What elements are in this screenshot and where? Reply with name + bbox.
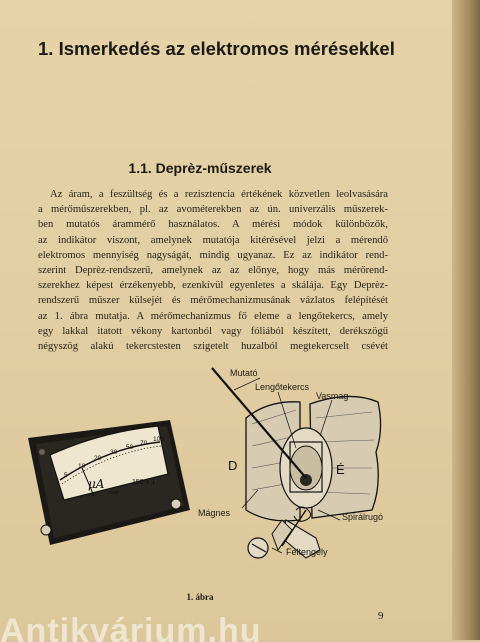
label-lengotekercs: Lengőtekercs [255, 382, 310, 392]
text-line: a mérőműszerekben, pl. az avométerekben az ún. univerzális műszerek- [38, 204, 388, 216]
meter-illustration [20, 360, 460, 575]
text-line: ben mutatós árammérő használatos. A mérési módok különbözők, [38, 219, 388, 231]
scale-number: 5 [64, 472, 68, 479]
watermark: Antikvárium.hu [0, 612, 262, 642]
scale-number: 20 [94, 455, 102, 462]
dial-code: 150 ± 1 [132, 479, 156, 486]
magnet-assembly [246, 396, 384, 522]
scale-number: 100 [153, 436, 164, 443]
figure-caption: 1. ábra [186, 592, 214, 602]
pole-d-label: D [228, 458, 238, 473]
section-title: 1.1. Deprèz-műszerek [128, 160, 272, 176]
body-paragraph [38, 187, 388, 354]
text-line: elektromos mennyiség nagyságát, mindig ugyanaz. Ez az indikátor rend- [38, 249, 388, 261]
text-line: négyszög alakú tekercstesten szigetelt huzalból megtekercselt csévét [38, 341, 388, 353]
dial-serial: Y868 [108, 490, 119, 495]
scale-number: 70 [140, 440, 148, 447]
figure-deprez-meter [20, 360, 460, 575]
label-spiralrugo: Spirálrugó [342, 512, 384, 522]
text-line: egy lakkal itatott vékony kartonból vagy fóliából készített, derékszögű [38, 325, 388, 337]
text-line: szerekhez képest érzékenyebb, ezenkívül egyenletes a skálája. Egy Deprèz- [38, 280, 388, 292]
page-number: 9 [378, 610, 384, 622]
label-feltengely: Féltengely [286, 547, 328, 557]
meter-housing [28, 420, 190, 545]
scale-number: 10 [78, 463, 86, 470]
label-vasmag: Vasmag [316, 391, 349, 401]
text-line: Az áram, a feszültség és a rezisztencia értékének közvetlen leolvasására [50, 189, 388, 200]
label-magnes: Mágnes [198, 508, 231, 518]
text-line: az indikátor viszont, amelynek mutatója kitérésével jelzi a mérendő [38, 234, 388, 246]
chapter-title: 1. Ismerkedés az elektromos mérésekkel [38, 38, 395, 59]
dial-unit: μA [88, 477, 105, 491]
text-line: az 1. ábra mutatja. A mérőmechanizmus fő eleme a lengőtekercs, amely [38, 310, 388, 322]
scale-number: 30 [110, 449, 118, 456]
pole-e-label: É [336, 462, 345, 477]
text-line: rendszerű műszer külsejét és mérőmechanizmusának vázlatos felépítését [38, 295, 388, 307]
scale-number: 50 [126, 444, 134, 451]
label-mutato: Mutató [230, 368, 258, 378]
text-line: szerint Deprèz-rendszerű, amelynek az az előnye, hogy más mérőrend- [38, 265, 388, 277]
